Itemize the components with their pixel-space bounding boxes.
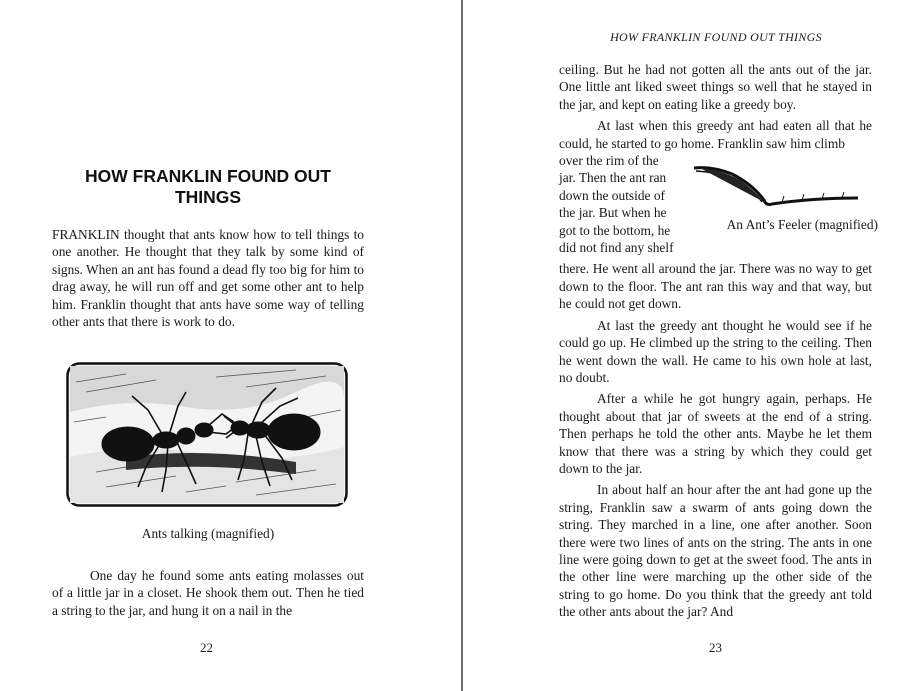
page-number-left: 22 bbox=[200, 640, 213, 655]
narrow-line: over the rim of the bbox=[559, 153, 659, 169]
left-paragraph-2: One day he found some ants eating molasses out of a little jar in a closet. He shook them out. Then he tied a string to the jar, and hung it on a nail in the bbox=[52, 568, 364, 618]
right-paragraph-1: ceiling. But he had not gotten all the ants out of the jar. One little ant liked sweet things so well that he stayed in the jar, and kept on eating like a greedy boy. bbox=[559, 62, 872, 112]
narrow-line: did not find any shelf bbox=[559, 240, 674, 256]
right-paragraph-4: After a while he got hungry again, perhaps. He thought about that jar of sweets at the end of a string. Then perhaps he told the other ants. Maybe he let them know that there was a string by which they could get down to the jar. bbox=[559, 391, 872, 476]
right-paragraph-2-narrow bbox=[559, 152, 686, 260]
narrow-line: down the outside of bbox=[559, 187, 665, 203]
narrow-line: the jar. But when he bbox=[559, 205, 667, 221]
right-paragraph-5: In about half an hour after the ant had gone up the string, Franklin saw a swarm of ants going down the string. They marched in a line, one after another. Soon there were two lines of ants on the string. The ants in one line were going down to get at the sweet food. The ants in the other line were marching up the other side of the string to go home. Do you think that the greedy ant told the other ants about the jar? And bbox=[559, 482, 872, 620]
left-page bbox=[0, 0, 460, 691]
chapter-title-line1: HOW FRANKLIN FOUND OUT bbox=[85, 166, 331, 186]
narrow-line: got to the bottom, he bbox=[559, 222, 671, 238]
left-paragraph-1: FRANKLIN thought that ants know how to tell things to one another. He thought that they talk by some kind of signs. When an ant has found a dead fly too big for him to drag away, he will run off and get some other ant to help him. Franklin thought that ants have some way of telling other ants that there is work to do. bbox=[52, 227, 364, 330]
running-header: HOW FRANKLIN FOUND OUT THINGS bbox=[610, 30, 822, 44]
illustration-caption: Ants talking (magnified) bbox=[141, 526, 275, 541]
ant-feeler-illustration bbox=[692, 162, 862, 212]
right-paragraph-2-top: At last when this greedy ant had eaten all that he could, he started to go home. Franklin saw him climb bbox=[559, 118, 872, 151]
ant-feeler-figure bbox=[692, 152, 878, 248]
ants-talking-illustration bbox=[66, 362, 348, 507]
right-text-column bbox=[559, 61, 878, 625]
right-paragraph-3: At last the greedy ant thought he would see if he could go up. He climbed up the string to the ceiling. Then he went down the wall. He came to his own hole at last, no doubt. bbox=[559, 317, 872, 385]
page-number-right: 23 bbox=[709, 640, 722, 655]
chapter-title bbox=[52, 166, 364, 208]
narrow-line: jar. Then the ant ran bbox=[559, 170, 667, 186]
feeler-wrap-block bbox=[559, 152, 878, 260]
right-paragraph-2-rest: there. He went all around the jar. There was no way to get down to the floor. The ant ran this way and that way, but he could not get down. bbox=[559, 261, 872, 312]
chapter-title-line2: THINGS bbox=[174, 187, 242, 207]
feeler-caption: An Ant’s Feeler (magnified) bbox=[726, 217, 878, 233]
